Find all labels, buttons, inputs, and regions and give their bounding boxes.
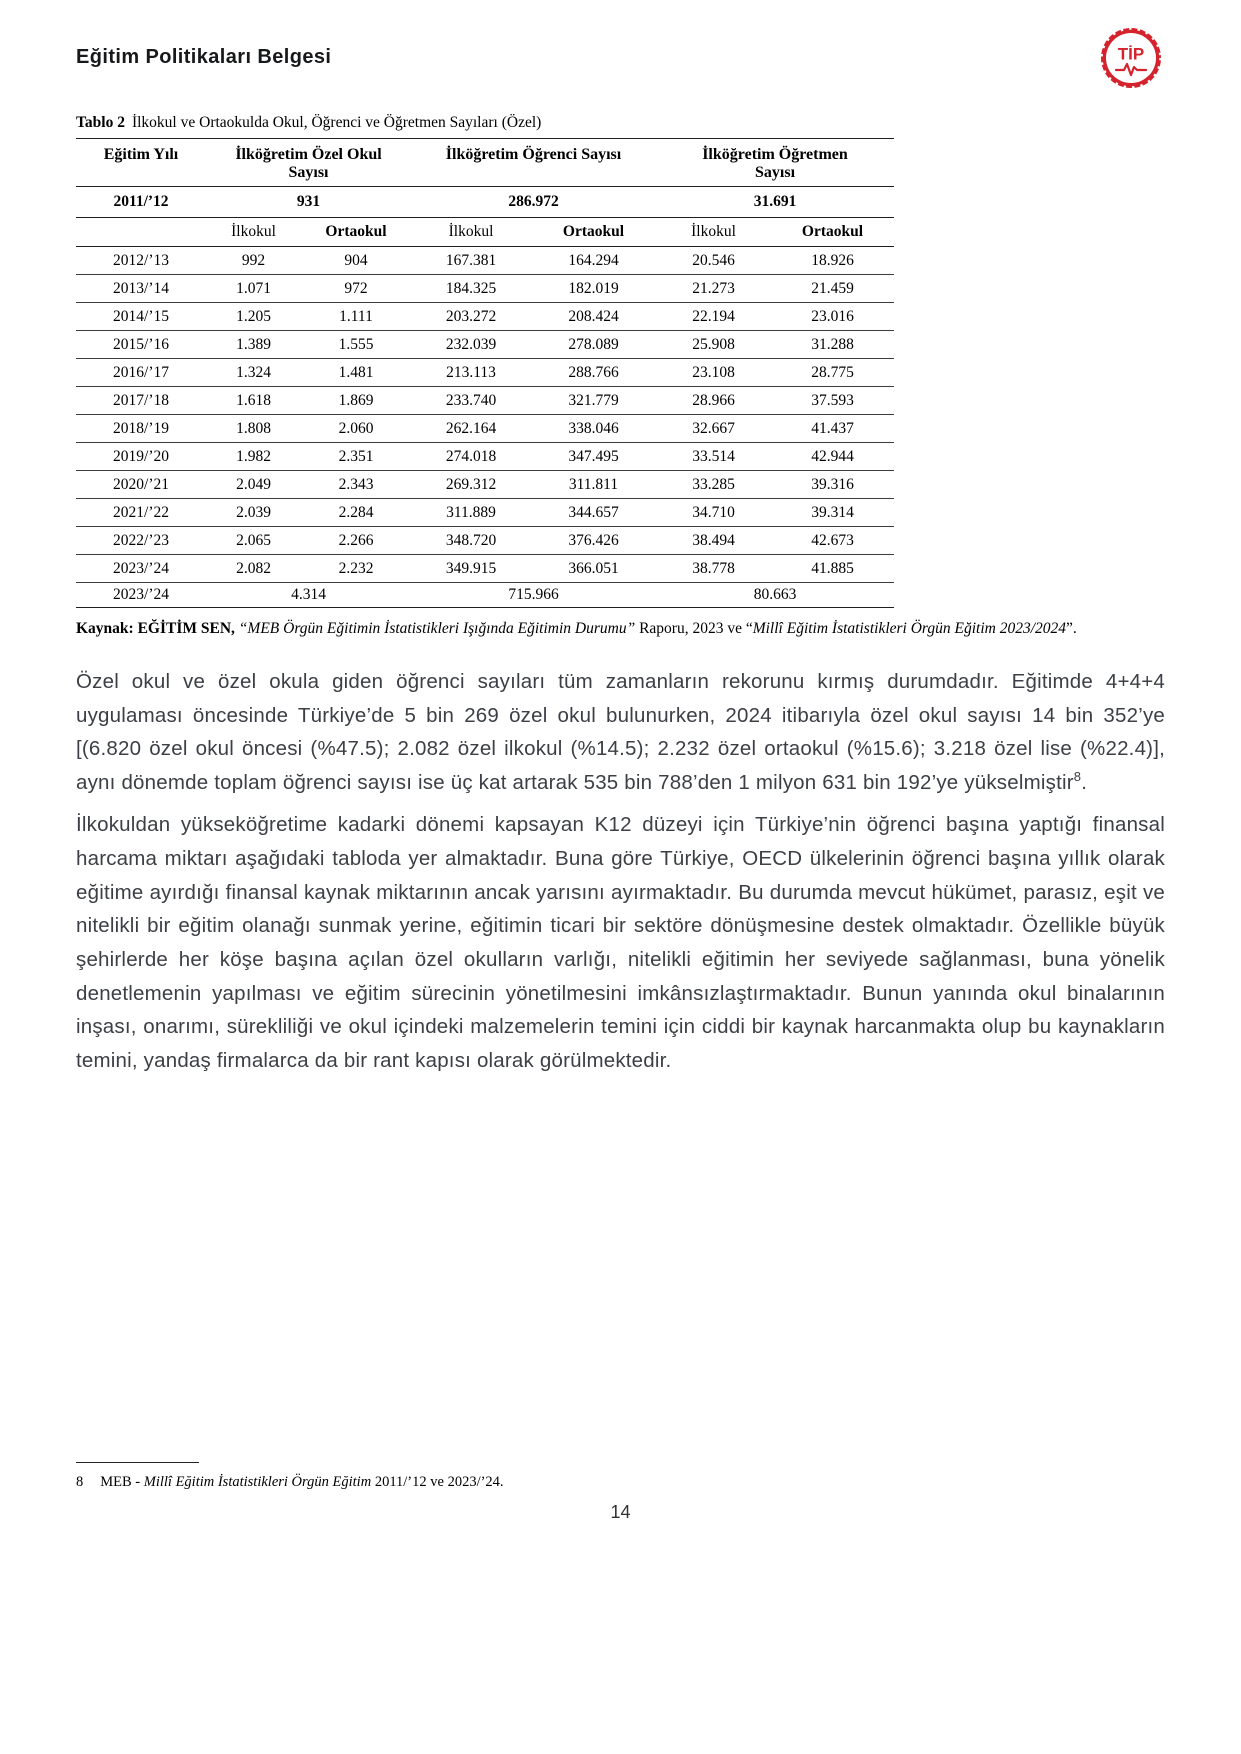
col-header-teachers-line2: Sayısı bbox=[755, 164, 796, 181]
table-row bbox=[76, 331, 894, 359]
value-cell: 2.266 bbox=[338, 531, 374, 549]
source-end-text: ”. bbox=[1066, 620, 1077, 637]
value-cell: 37.593 bbox=[811, 391, 854, 409]
body-text bbox=[76, 665, 1165, 1077]
value-cell: 23.016 bbox=[811, 307, 854, 325]
table-row bbox=[76, 387, 894, 415]
source-report-title: “MEB Örgün Eğitimin İstatistikleri Işığında Eğitimin Durumu” bbox=[238, 620, 636, 637]
value-cell: 1.869 bbox=[338, 391, 374, 409]
value-cell: 213.113 bbox=[446, 363, 496, 381]
subheader-empty-cell bbox=[76, 218, 206, 247]
footnote-italic: Millî Eğitim İstatistikleri Örgün Eğitim bbox=[143, 1474, 372, 1490]
value-cell: 2.232 bbox=[338, 559, 374, 577]
value-cell: 28.966 bbox=[692, 391, 735, 409]
value-cell: 1.808 bbox=[236, 419, 271, 437]
source-report-title-2: Millî Eğitim İstatistikleri Örgün Eğitim 2023/2024 bbox=[752, 620, 1067, 637]
value-cell: 1.205 bbox=[236, 307, 271, 325]
value-cell: 931 bbox=[296, 193, 321, 210]
value-cell: 32.667 bbox=[692, 419, 735, 437]
value-cell: 347.495 bbox=[568, 447, 619, 465]
tip-party-logo bbox=[1099, 26, 1163, 90]
value-cell: 2.065 bbox=[236, 531, 271, 549]
table-source bbox=[76, 617, 1165, 641]
table-row bbox=[76, 471, 894, 499]
footnote-divider bbox=[76, 1462, 199, 1463]
value-cell: 42.944 bbox=[811, 447, 854, 465]
page-content bbox=[0, 114, 1241, 1077]
table-row bbox=[76, 527, 894, 555]
value-cell: 25.908 bbox=[692, 335, 735, 353]
col-header-schools-line1: İlköğretim Özel Okul bbox=[235, 146, 382, 163]
value-cell: 18.926 bbox=[811, 251, 854, 269]
table-row-2011 bbox=[76, 187, 894, 218]
value-cell: 39.316 bbox=[811, 475, 854, 493]
value-cell: 22.194 bbox=[692, 307, 735, 325]
subheader-ortaokul: Ortaokul bbox=[562, 223, 625, 240]
value-cell: 1.481 bbox=[338, 363, 374, 381]
year-cell: 2012/’13 bbox=[113, 251, 169, 269]
col-header-year: Eğitim Yılı bbox=[103, 146, 179, 163]
value-cell: 21.273 bbox=[692, 279, 735, 297]
year-cell: 2017/’18 bbox=[113, 391, 169, 409]
value-cell: 321.779 bbox=[568, 391, 619, 409]
page-header bbox=[0, 0, 1241, 106]
table-caption-label: Tablo 2 bbox=[76, 114, 125, 131]
value-cell: 1.982 bbox=[236, 447, 271, 465]
page-number: 14 bbox=[610, 1502, 631, 1522]
value-cell: 2.049 bbox=[236, 475, 271, 493]
value-cell: 992 bbox=[241, 251, 266, 269]
value-cell: 20.546 bbox=[692, 251, 735, 269]
paragraph-1-text: Özel okul ve özel okula giden öğrenci sayıları tüm zamanların rekorunu kırmış durumdadır. Eğitimde 4+4+4 uygulaması öncesinde Türkiye’de 5 bin 269 özel okul bulunurken, 2024 itibarıyla özel okul sayısı 14 bin 352’ye [(6.820 özel okul öncesi (%47.5); 2.082 özel ilkokul (%14.5); 2.232 özel ortaokul (%15.6); 3.218 özel lise (%22.4)], aynı dönemde toplam öğrenci sayısı ise üç kat artarak 535 bin 788’den 1 milyon 631 bin 192’ye yükselmiştir bbox=[76, 670, 1165, 794]
value-cell: 42.673 bbox=[811, 531, 854, 549]
table-row bbox=[76, 555, 894, 583]
source-mid-text: Raporu, 2023 ve “ bbox=[639, 620, 753, 637]
table-body bbox=[76, 247, 894, 583]
tip-logo-icon bbox=[1099, 26, 1163, 90]
value-cell: 232.039 bbox=[445, 335, 497, 353]
value-cell: 38.778 bbox=[692, 559, 735, 577]
source-label: Kaynak: EĞİTİM SEN, bbox=[76, 620, 235, 637]
value-cell: 33.285 bbox=[692, 475, 735, 493]
value-cell: 167.381 bbox=[445, 251, 497, 269]
subheader-ilkokul: İlkokul bbox=[231, 223, 276, 240]
paragraph-1-period: . bbox=[1081, 770, 1088, 794]
value-cell: 233.740 bbox=[445, 391, 497, 409]
value-cell: 376.426 bbox=[568, 531, 619, 549]
value-cell: 1.324 bbox=[236, 363, 271, 381]
value-cell: 41.885 bbox=[811, 559, 854, 577]
subheader-ilkokul: İlkokul bbox=[691, 223, 736, 240]
footnote-text bbox=[76, 1474, 1165, 1491]
document-title: Eğitim Politikaları Belgesi bbox=[76, 46, 332, 68]
value-cell: 311.811 bbox=[568, 475, 619, 493]
value-cell: 182.019 bbox=[568, 279, 619, 297]
value-cell: 286.972 bbox=[508, 193, 559, 210]
value-cell: 344.657 bbox=[568, 503, 619, 521]
paragraph-1 bbox=[76, 665, 1165, 799]
year-cell: 2020/’21 bbox=[113, 475, 169, 493]
value-cell: 904 bbox=[344, 251, 368, 269]
value-cell: 23.108 bbox=[692, 363, 735, 381]
value-cell: 31.288 bbox=[811, 335, 854, 353]
year-cell: 2019/’20 bbox=[113, 447, 169, 465]
value-cell: 39.314 bbox=[811, 503, 854, 521]
table-row bbox=[76, 303, 894, 331]
col-header-teachers bbox=[656, 139, 894, 187]
value-cell: 1.618 bbox=[236, 391, 271, 409]
table-row bbox=[76, 415, 894, 443]
table-total-row bbox=[76, 583, 894, 608]
value-cell: 38.494 bbox=[692, 531, 735, 549]
value-cell: 2.343 bbox=[338, 475, 374, 493]
subheader-ortaokul: Ortaokul bbox=[801, 223, 864, 240]
table-group-header-row bbox=[76, 139, 894, 187]
col-header-schools-line2: Sayısı bbox=[288, 164, 329, 181]
col-header-schools bbox=[206, 139, 411, 187]
year-cell: 2015/’16 bbox=[113, 335, 169, 353]
value-cell: 2.351 bbox=[338, 447, 374, 465]
value-cell: 349.915 bbox=[445, 559, 497, 577]
year-cell: 2021/’22 bbox=[113, 503, 169, 521]
table-row bbox=[76, 499, 894, 527]
table-row bbox=[76, 247, 894, 275]
year-cell: 2022/’23 bbox=[113, 531, 169, 549]
value-cell: 184.325 bbox=[445, 279, 497, 297]
value-cell: 1.071 bbox=[236, 279, 271, 297]
value-cell: 274.018 bbox=[445, 447, 497, 465]
value-cell: 348.720 bbox=[445, 531, 497, 549]
year-cell: 2011/’12 bbox=[113, 193, 169, 210]
table-row bbox=[76, 359, 894, 387]
value-cell: 2.060 bbox=[338, 419, 374, 437]
footnote-number: 8 bbox=[76, 1474, 84, 1490]
table-row bbox=[76, 275, 894, 303]
value-cell: 34.710 bbox=[692, 503, 735, 521]
col-header-teachers-line1: İlköğretim Öğretmen bbox=[702, 146, 848, 163]
value-cell: 972 bbox=[344, 279, 368, 297]
value-cell: 2.082 bbox=[236, 559, 271, 577]
value-cell: 31.691 bbox=[753, 193, 797, 210]
value-cell: 33.514 bbox=[692, 447, 735, 465]
table-caption bbox=[76, 114, 1165, 132]
value-cell: 164.294 bbox=[568, 251, 619, 269]
value-cell: 41.437 bbox=[811, 419, 854, 437]
subheader-ilkokul: İlkokul bbox=[448, 223, 494, 240]
footnote-suffix: 2011/’12 ve 2023/’24. bbox=[371, 1474, 504, 1490]
value-cell: 28.775 bbox=[811, 363, 854, 381]
value-cell: 2.039 bbox=[236, 503, 271, 521]
value-cell: 715.966 bbox=[508, 586, 559, 603]
value-cell: 208.424 bbox=[568, 307, 619, 325]
value-cell: 338.046 bbox=[568, 419, 619, 437]
value-cell: 1.111 bbox=[339, 307, 373, 325]
value-cell: 203.272 bbox=[445, 307, 497, 325]
year-cell: 2016/’17 bbox=[113, 363, 169, 381]
year-cell: 2013/’14 bbox=[113, 279, 169, 297]
year-cell: 2014/’15 bbox=[113, 307, 169, 325]
value-cell: 269.312 bbox=[445, 475, 497, 493]
value-cell: 80.663 bbox=[753, 586, 797, 603]
value-cell: 21.459 bbox=[811, 279, 854, 297]
year-cell: 2018/’19 bbox=[113, 419, 169, 437]
value-cell: 288.766 bbox=[568, 363, 619, 381]
value-cell: 262.164 bbox=[445, 419, 497, 437]
table-caption-text: İlkokul ve Ortaokulda Okul, Öğrenci ve Öğretmen Sayıları (Özel) bbox=[131, 114, 542, 131]
year-cell: 2023/’24 bbox=[113, 586, 169, 603]
value-cell: 1.389 bbox=[236, 335, 271, 353]
col-header-students: İlköğretim Öğrenci Sayısı bbox=[445, 146, 622, 163]
subheader-ortaokul: Ortaokul bbox=[325, 223, 387, 240]
table-row bbox=[76, 443, 894, 471]
footnote-prefix: MEB - bbox=[100, 1474, 144, 1490]
value-cell: 366.051 bbox=[568, 559, 619, 577]
paragraph-2: İlkokuldan yükseköğretime kadarki dönemi kapsayan K12 düzeyi için Türkiye’nin öğrenci başına yaptığı finansal harcama miktarı aşağıdaki tabloda yer almaktadır. Buna göre Türkiye, OECD ülkelerinin öğrenci başına yıllık olarak eğitime ayırdığı finansal kaynak miktarının ancak yarısını ayırmaktadır. Bu durumda mevcut hükümet, parasız, eşit ve nitelikli bir eğitim olanağı sunmak yerine, eğitimin ticari bir sektöre dönüşmesine destek olmaktadır. Özellikle büyük şehirlerde her köşe başına açılan özel okulların varlığı, nitelikli eğitimin her seviyede sağlanması, buna yönelik denetlemenin yapılması ve eğitim sürecinin yönetilmesini imkânsızlaştırmaktadır. Bunun yanında okul binalarının inşası, onarımı, sürekliliği ve okul içindeki malzemelerin temini için ciddi bir kaynak harcanmakta olup bu kaynakların temini, yandaş firmalarca da bir rant kapısı olarak görülmektedir. bbox=[76, 813, 1165, 1072]
value-cell: 1.555 bbox=[338, 335, 374, 353]
footnote bbox=[76, 1462, 1165, 1491]
value-cell: 4.314 bbox=[291, 586, 326, 603]
footnote-reference: 8 bbox=[1073, 769, 1082, 785]
table-subheader-row bbox=[76, 218, 894, 247]
year-cell: 2023/’24 bbox=[113, 559, 169, 577]
value-cell: 2.284 bbox=[338, 503, 374, 521]
value-cell: 311.889 bbox=[446, 503, 496, 521]
value-cell: 278.089 bbox=[568, 335, 619, 353]
private-schools-table bbox=[76, 138, 894, 608]
logo-text: TİP bbox=[1117, 44, 1145, 64]
